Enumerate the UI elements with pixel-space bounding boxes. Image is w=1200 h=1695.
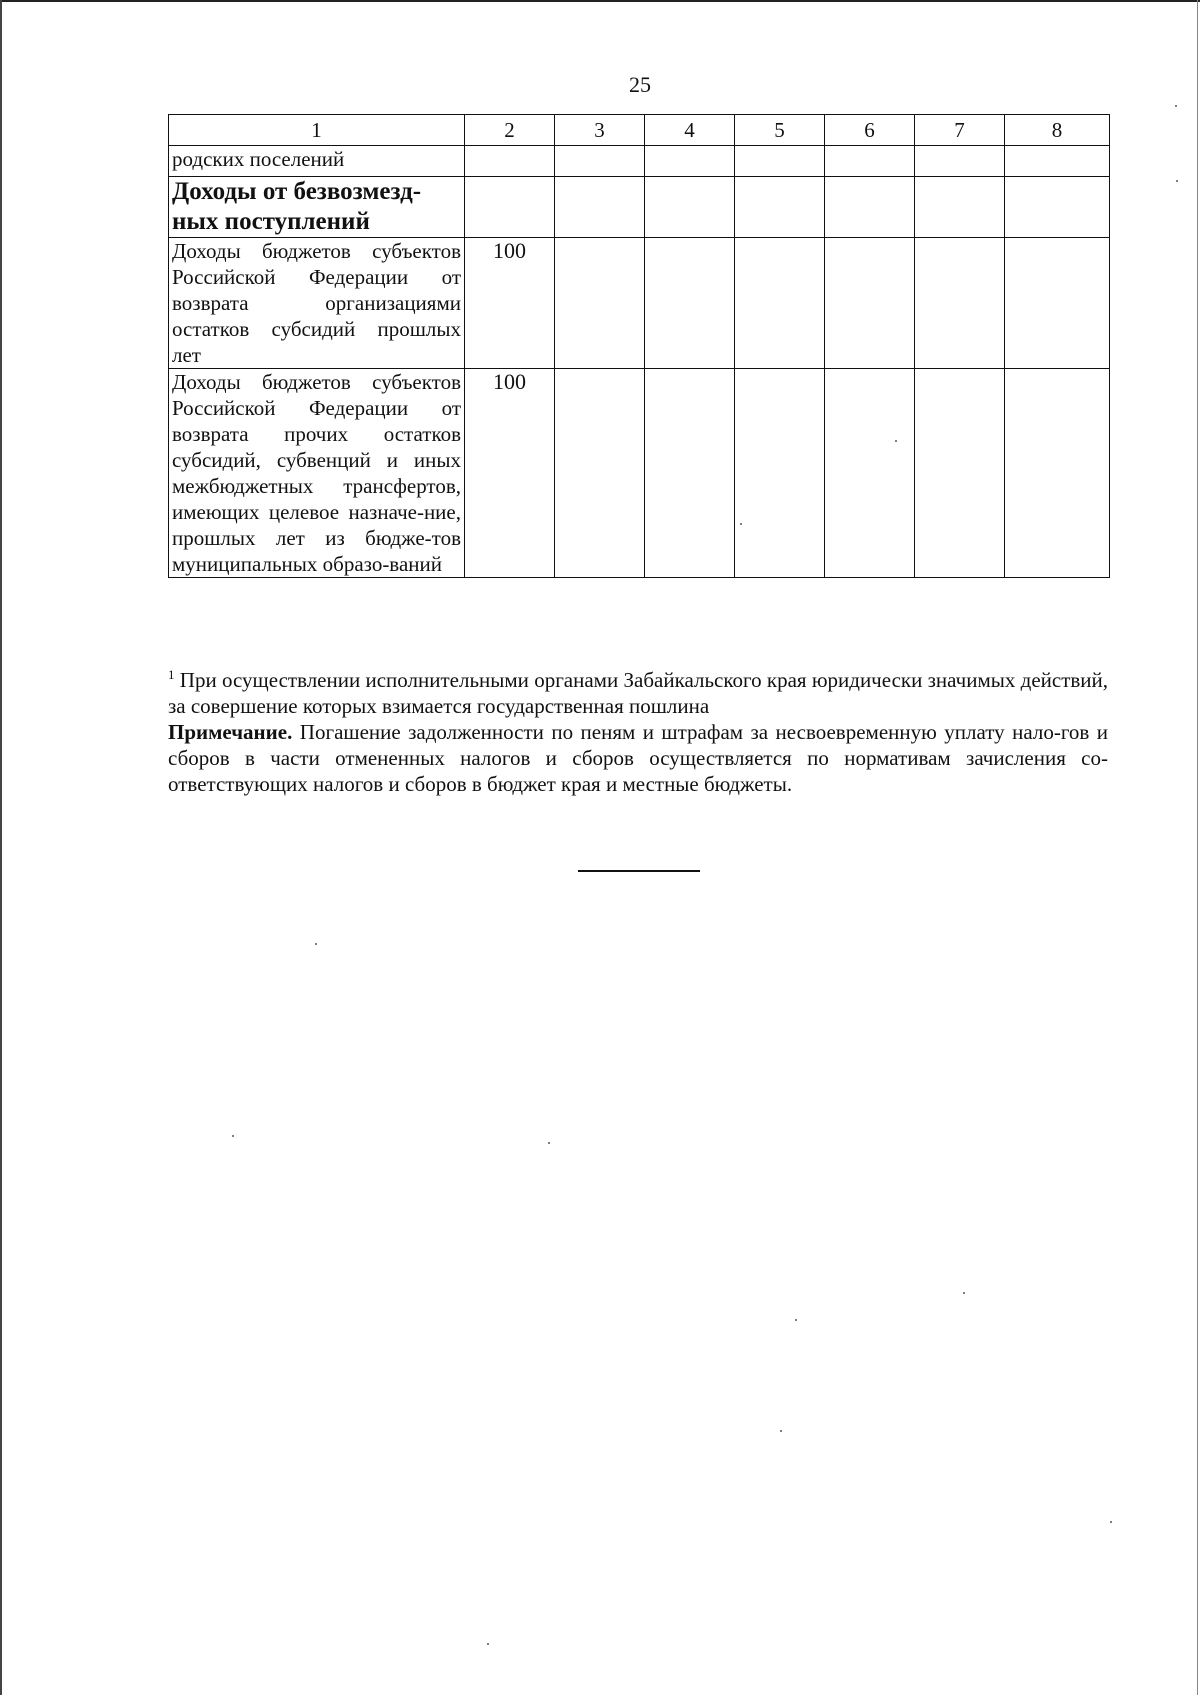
page-top-edge [0, 0, 1200, 2]
column-header-6: 6 [825, 115, 915, 146]
scan-speck [963, 1292, 965, 1294]
footnote-mark: 1 [168, 667, 175, 682]
empty-cell [645, 238, 735, 369]
note-label: Примечание. [168, 720, 293, 744]
empty-cell [555, 177, 645, 238]
empty-cell [555, 146, 645, 177]
scan-speck [780, 1430, 782, 1432]
row-label: Доходы бюджетов субъектов Российской Федерации от возврата организациями остатков субсидий прошлых лет [169, 238, 465, 369]
row-label: Доходы бюджетов субъектов Российской Федерации от возврата прочих остатков субсидий, субвенций и иных межбюджетных трансфертов, имеющих целевое назначе-ние, прошлых лет из бюдже-тов муниципальных образо-ваний [169, 369, 465, 578]
column-header-7: 7 [915, 115, 1005, 146]
empty-cell [915, 369, 1005, 578]
empty-cell [825, 177, 915, 238]
scan-speck [315, 943, 317, 945]
empty-cell [825, 369, 915, 578]
empty-cell [735, 146, 825, 177]
empty-cell [825, 238, 915, 369]
empty-cell [915, 146, 1005, 177]
empty-cell [1005, 238, 1110, 369]
empty-cell [915, 238, 1005, 369]
column-header-1: 1 [169, 115, 465, 146]
page-right-edge [1197, 0, 1198, 1695]
column-header-2: 2 [465, 115, 555, 146]
table-row [169, 238, 1110, 369]
column-header-8: 8 [1005, 115, 1110, 146]
empty-cell [735, 238, 825, 369]
notes-section [168, 667, 1108, 797]
row-value: 100 [465, 369, 555, 578]
end-of-section-rule [578, 870, 700, 872]
empty-cell [825, 146, 915, 177]
scan-speck [1110, 1521, 1112, 1523]
row-label-bold [169, 177, 465, 238]
row-value [465, 146, 555, 177]
row-label: родских поселений [169, 146, 465, 177]
revenue-table [168, 114, 1110, 578]
empty-cell [1005, 177, 1110, 238]
scan-speck [740, 523, 742, 525]
column-header-5: 5 [735, 115, 825, 146]
scan-speck [232, 1135, 234, 1137]
empty-cell [915, 177, 1005, 238]
empty-cell [555, 238, 645, 369]
column-header-4: 4 [645, 115, 735, 146]
footnote-text: При осуществлении исполнительными органами Забайкальского края юридически значимых действий, за совершение которых взимается государственная пошлина [168, 668, 1109, 718]
page-left-edge [0, 0, 2, 1695]
scan-speck [895, 440, 897, 442]
footnote [168, 667, 1108, 719]
note [168, 719, 1108, 797]
scan-speck [1176, 180, 1178, 182]
row-value [465, 177, 555, 238]
empty-cell [645, 146, 735, 177]
scan-speck [487, 1643, 489, 1645]
scan-speck [1175, 105, 1177, 107]
empty-cell [735, 369, 825, 578]
empty-cell [555, 369, 645, 578]
row-label-line: Доходы от безвозмезд- [172, 178, 422, 205]
note-text: Погашение задолженности по пеням и штрафам за несвоевременную уплату нало-гов и сборов в части отмененных налогов и сборов осуществляется по нормативам зачисления со-ответствующих налогов и сборов в бюджет края и местные бюджеты. [168, 720, 1109, 796]
table-header-row [169, 115, 1110, 146]
page-number: 25 [629, 72, 651, 97]
row-label-line: ных поступлений [172, 208, 370, 235]
table-row [169, 177, 1110, 238]
table-row [169, 146, 1110, 177]
table-row [169, 369, 1110, 578]
empty-cell [1005, 369, 1110, 578]
empty-cell [1005, 146, 1110, 177]
scan-speck [795, 1319, 797, 1321]
scan-speck [548, 1142, 550, 1144]
empty-cell [645, 369, 735, 578]
column-header-3: 3 [555, 115, 645, 146]
empty-cell [735, 177, 825, 238]
row-value: 100 [465, 238, 555, 369]
empty-cell [645, 177, 735, 238]
